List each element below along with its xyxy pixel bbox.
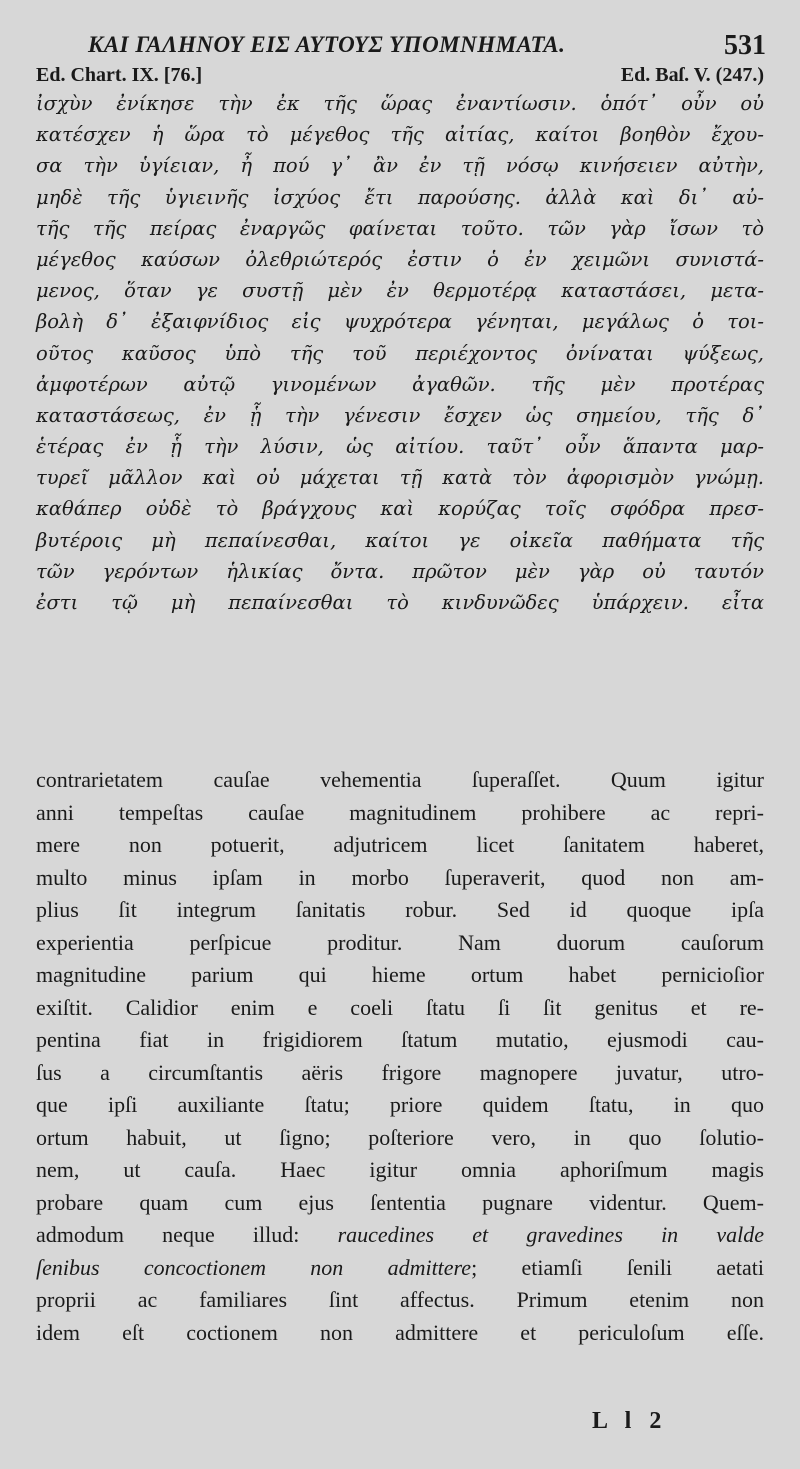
latin-line	[36, 1252, 764, 1285]
greek-line: ἐστι τῷ μὴ πεπαίνεσθαι τὸ κινδυνῶδες ὑπάρχειν. εἶτα	[36, 591, 764, 614]
greek-line: οῦτος καῦσος ὑπὸ τῆς τοῦ περιέχοντος ὀνίναται ψύξεως,	[36, 341, 764, 365]
latin-line: plius ſit integrum ſanitatis robur. Sed id quoque ipſa	[36, 897, 764, 922]
latin-line: mere non potuerit, adjutricem licet ſanitatem haberet,	[36, 832, 764, 857]
latin-line: multo minus ipſam in morbo ſuperaverit, quod non am-	[36, 864, 764, 890]
latin-line: contrarietatem cauſae vehementia ſuperaſſet. Quum igitur	[36, 767, 764, 792]
greek-line: τυρεῖ μᾶλλον καὶ οὐ μάχεται τῇ κατὰ τὸν ἀφορισμὸν γνώμῃ.	[36, 466, 764, 490]
latin-text-span: admodum neque illud:	[36, 1222, 300, 1247]
latin-line: magnitudine parium qui hieme ortum habet pernicioſior	[36, 962, 764, 987]
signature-mark: L l 2	[592, 1408, 668, 1434]
greek-line: καθάπερ οὐδὲ τὸ βράγχους καὶ κορύζας τοῖς σφόδρα πρεσ-	[36, 497, 764, 521]
latin-line: ortum habuit, ut ſigno; poſteriore vero, in quo ſolutio-	[36, 1124, 764, 1150]
edition-reference-basel: Ed. Baſ. V. (247.)	[620, 64, 764, 86]
greek-line: μηδὲ τῆς ὑγιεινῆς ἰσχύος ἔτι παρούσης. ἀλλὰ καὶ δι᾽ αὐ-	[36, 185, 764, 209]
latin-line: experientia perſpicue proditur. Nam duorum cauſorum	[36, 929, 764, 955]
latin-line: que ipſi auxiliante ſtatu; priore quidem ſtatu, in quo	[36, 1092, 764, 1117]
greek-line: σα τὴν ὑγίειαν, ἦ πού γ᾽ ἂν ἐν τῇ νόσῳ κινήσειεν αὐτὴν,	[36, 154, 764, 178]
running-title: ΚΑΙ ΓΑΛΗΝΟΥ ΕΙΣ ΑΥΤΟΥΣ ΥΠΟΜΝΗΜΑΤΑ.	[88, 32, 566, 57]
greek-line: βολὴ δ᾽ ἐξαιφνίδιος εἰς ψυχρότερα γένηται, μεγάλως ὁ τοι-	[36, 310, 764, 334]
greek-line: μέγεθος καύσων ὀλεθριώτερός ἐστιν ὁ ἐν χειμῶνι συνιστά-	[36, 247, 764, 271]
greek-text-block	[36, 88, 764, 618]
latin-line: nem, ut cauſa. Haec igitur omnia aphoriſmum magis	[36, 1157, 764, 1182]
edition-reference-chart: Ed. Chart. IX. [76.]	[36, 64, 203, 86]
latin-line	[36, 1219, 764, 1252]
latin-line: pentina fiat in frigidiorem ſtatum mutatio, ejusmodi cau-	[36, 1027, 764, 1052]
greek-line: καταστάσεως, ἐν ᾗ τὴν γένεσιν ἔσχεν ὡς σημείου, τῆς δ᾽	[36, 403, 764, 427]
latin-line: ſus a circumſtantis aëris frigore magnopere juvatur, utro-	[36, 1059, 764, 1085]
quoted-aphorism: raucedines et gravedines in valde	[337, 1222, 765, 1247]
greek-line: ἀμφοτέρων αὐτῷ γινομένων ἀγαθῶν. τῆς μὲν προτέρας	[36, 372, 764, 396]
page-number: 531	[724, 30, 766, 61]
latin-text-span: ; etiamſi ſenili aetati	[471, 1254, 764, 1280]
greek-line: κατέσχεν ἡ ὥρα τὸ μέγεθος τῆς αἰτίας, καίτοι βοηθὸν ἔχου-	[36, 123, 764, 147]
quoted-aphorism: ſenibus concoctionem non admittere	[36, 1254, 472, 1280]
latin-line: idem eſt coctionem non admittere et periculoſum eſſe.	[36, 1319, 764, 1345]
greek-line: μενος, ὅταν γε συστῇ μὲν ἐν θερμοτέρᾳ καταστάσει, μετα-	[36, 279, 764, 303]
greek-line: ἑτέρας ἐν ᾗ τὴν λύσιν, ὡς αἰτίου. ταῦτ᾽ οὖν ἅπαντα μαρ-	[36, 435, 764, 459]
latin-line: probare quam cum ejus ſententia pugnare videntur. Quem-	[36, 1189, 764, 1215]
latin-line: anni tempeſtas cauſae magnitudinem prohibere ac repri-	[36, 799, 764, 825]
greek-line: τῆς τῆς πείρας ἐναργῶς φαίνεται τοῦτο. τῶν γὰρ ἴσων τὸ	[36, 216, 764, 240]
greek-line: τῶν γερόντων ἡλικίας ὄντα. πρῶτον μὲν γὰρ οὐ ταυτόν	[36, 559, 764, 583]
latin-line: exiſtit. Calidior enim e coeli ſtatu ſi ſit genitus et re-	[36, 994, 764, 1020]
greek-line: ἰσχὺν ἐνίκησε τὴν ἐκ τῆς ὥρας ἐναντίωσιν. ὁπότ᾽ οὖν οὐ	[36, 92, 764, 115]
greek-line: βυτέροις μὴ πεπαίνεσθαι, καίτοι γε οἰκεῖα παθήματα τῆς	[36, 528, 764, 552]
latin-text-block	[36, 764, 764, 1349]
latin-line: proprii ac familiares ſint affectus. Primum etenim non	[36, 1287, 764, 1312]
